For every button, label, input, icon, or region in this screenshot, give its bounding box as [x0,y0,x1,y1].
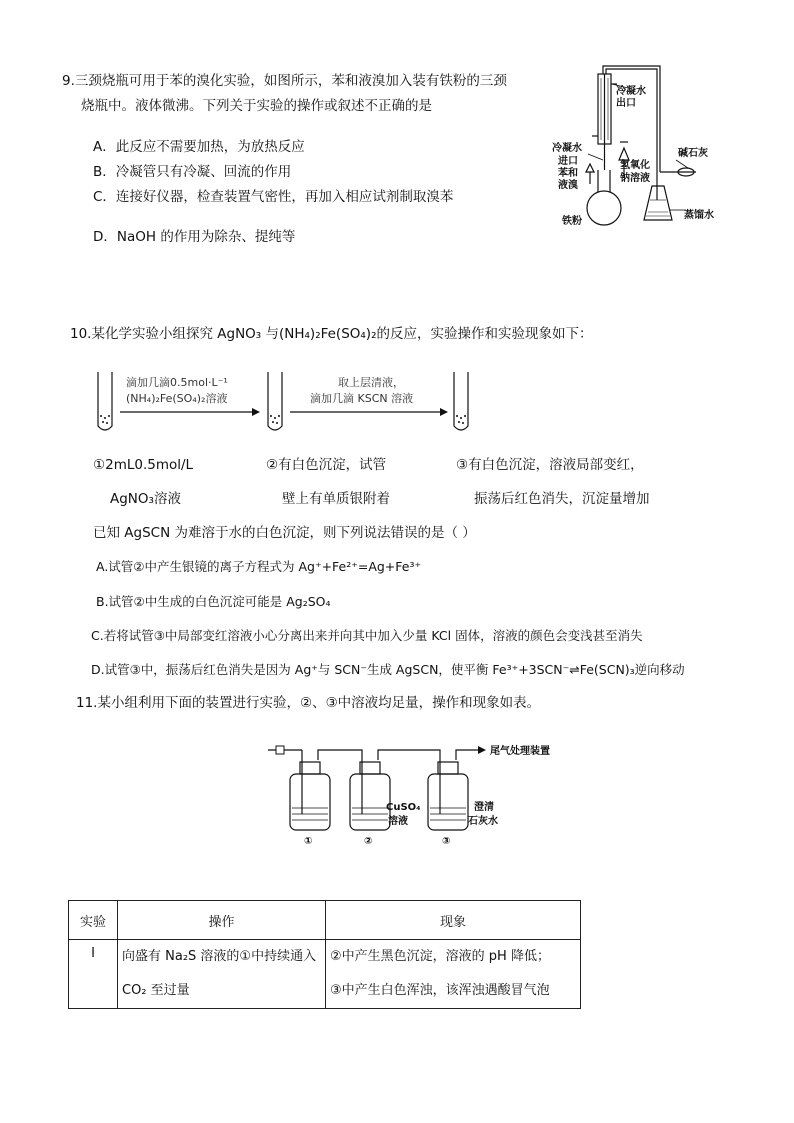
fig-water-out-1: 冷凝水 [616,86,646,97]
operation-line1: 向盛有 Na₂S 溶液的①中持续通入 [122,949,317,964]
header-operation: 操作 [118,901,326,940]
arrow1-label-line1: 滴加几滴0.5mol·L⁻¹ [126,376,228,389]
q10-tube-process-figure [90,368,480,440]
table-header-row [69,901,581,940]
fig-cuso4-1: CuSO₄ [386,802,421,813]
q9-apparatus-figure [548,60,728,235]
q10-known: 已知 AgSCN 为难溶于水的白色沉淀，则下列说法错误的是（ ） [93,525,476,541]
tube3-caption-line1: ③有白色沉淀，溶液局部变红， [456,457,644,473]
arrow1-label-line2: (NH₄)₂Fe(SO₄)₂溶液 [126,392,228,405]
header-experiment: 实验 [69,901,118,940]
q9-stem-line1: 9.三颈烧瓶可用于苯的溴化实验，如图所示，苯和液溴加入装有铁粉的三颈 [62,73,507,89]
row-operation [118,940,326,1009]
tube3-caption-line2: 振荡后红色消失，沉淀量增加 [474,491,650,507]
fig-bottle-1: ① [304,836,313,847]
experiment-table [68,900,581,1009]
q10-option-a: A.试管②中产生银镜的离子方程式为 Ag⁺+Fe²⁺=Ag+Fe³⁺ [96,559,422,574]
tube2-caption-line2: 壁上有单质银附着 [282,491,390,507]
q9-stem-line2: 烧瓶中。液体微沸。下列关于实验的操作或叙述不正确的是 [81,98,432,114]
q9-option-c: C．连接好仪器，检查装置气密性，再加入相应试剂制取溴苯 [93,189,454,205]
q10-stem: 10.某化学实验小组探究 AgNO₃ 与(NH₄)₂Fe(SO₄)₂的反应，实验操作和实验现象如下： [70,326,593,342]
fig-naoh-1: 氢氧化 [620,160,650,171]
fig-iron: 铁粉 [562,216,582,227]
tube1-caption-line2: AgNO₃溶液 [110,491,181,507]
q9-option-d: D．NaOH 的作用为除杂、提纯等 [93,229,296,245]
q10-option-d: D.试管③中，振荡后红色消失是因为 Ag⁺与 SCN⁻生成 AgSCN，使平衡 Fe³⁺+3SCN⁻⇌Fe(SCN)₃逆向移动 [91,662,685,677]
operation-line2: CO₂ 至过量 [122,983,190,998]
q11-stem: 11.某小组利用下面的装置进行实验，②、③中溶液均足量，操作和现象如表。 [76,695,541,711]
row-phenomenon [326,940,581,1009]
table-row [69,940,581,1009]
fig-soda-lime: 碱石灰 [678,148,708,159]
q9-option-b: B．冷凝管只有冷凝、回流的作用 [93,164,292,180]
fig-reagent-2: 液溴 [558,180,578,191]
fig-water-out-2: 出口 [616,98,636,109]
fig-naoh-2: 钠溶液 [620,173,650,184]
tube2-caption-line1: ②有白色沉淀，试管 [266,457,387,473]
q10-option-b: B.试管②中生成的白色沉淀可能是 Ag₂SO₄ [96,594,331,609]
fig-bottle-2: ② [364,836,373,847]
fig-water-in-1: 冷凝水 [552,143,582,154]
fig-limewater-1: 澄清 [474,802,494,813]
fig-water-in-2: 进口 [558,156,578,167]
q9-option-a: A．此反应不需要加热，为放热反应 [93,139,305,155]
q10-option-c: C.若将试管③中局部变红溶液小心分离出来并向其中加入少量 KCl 固体，溶液的颜色会变浅甚至消失 [91,628,643,643]
fig-distilled: 蒸馏水 [684,210,714,221]
header-phenomenon: 现象 [326,901,581,940]
fig-cuso4-2: 溶液 [388,816,408,827]
arrow2-label-line2: 滴加几滴 KSCN 溶液 [310,392,414,405]
q11-apparatus-figure [262,738,562,848]
phenomenon-line1: ②中产生黑色沉淀，溶液的 pH 降低； [330,949,550,964]
row-id: I [69,940,118,1009]
fig-limewater-2: 石灰水 [468,816,498,827]
fig-bottle-3: ③ [442,836,451,847]
phenomenon-line2: ③中产生白色浑浊，该浑浊遇酸冒气泡 [330,983,550,998]
fig-tail-gas: 尾气处理装置 [490,746,550,757]
tube1-caption-line1: ①2mL0.5mol/L [93,457,194,473]
fig-reagent-1: 苯和 [558,168,578,179]
arrow2-label-line1: 取上层清液， [338,376,404,389]
